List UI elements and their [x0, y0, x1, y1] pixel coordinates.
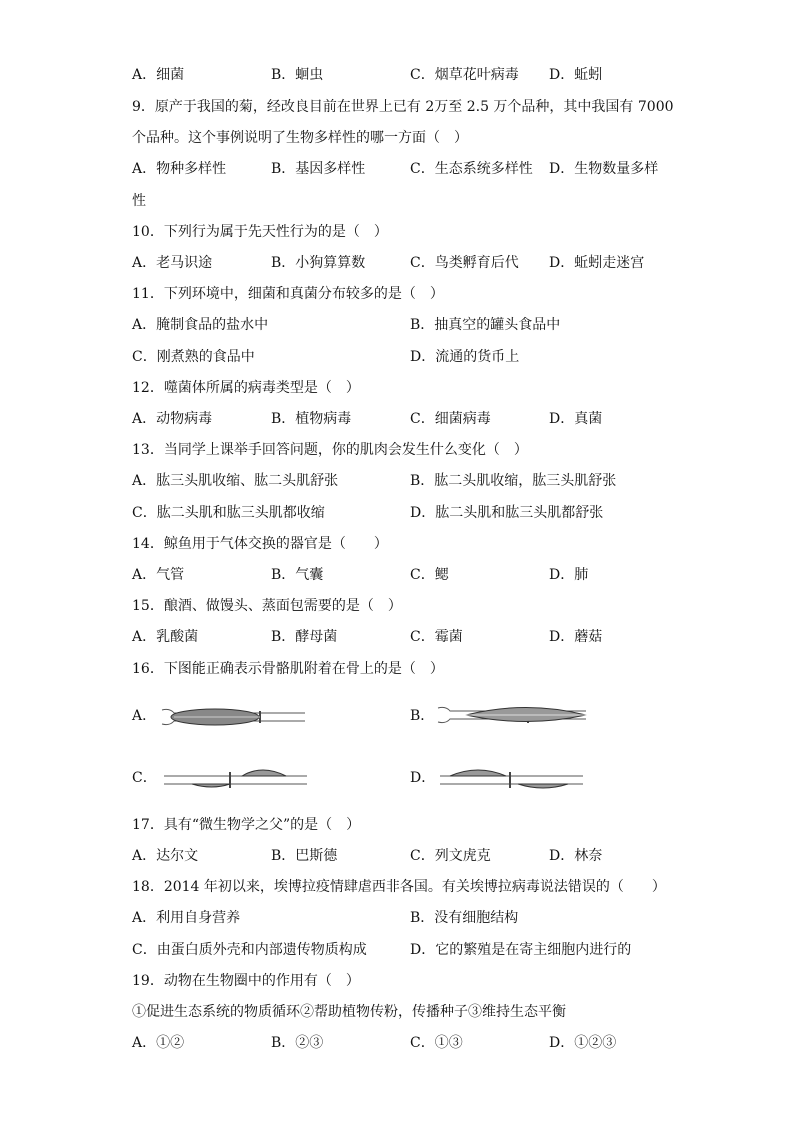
q9-option-a: A．物种多样性	[132, 161, 227, 177]
q16-label-b: B．	[410, 708, 435, 724]
q17-option-a: A．达尔文	[132, 848, 199, 864]
q18-option-c: C．由蛋白质外壳和内部遗传物质构成	[132, 942, 367, 958]
q13-option-d: D．肱二头肌和肱三头肌都舒张	[410, 505, 604, 521]
q12-stem: 12．噬菌体所属的病毒类型是（ ）	[132, 380, 360, 396]
q18-option-a: A．利用自身营养	[132, 910, 241, 926]
q19-option-a: A．①②	[132, 1035, 185, 1051]
q13-option-a: A．肱三头肌收缩、肱二头肌舒张	[132, 473, 339, 489]
q15-option-b: B．酵母菌	[271, 629, 338, 645]
q15-stem: 15．酿酒、做馒头、蒸面包需要的是（ ）	[132, 598, 402, 614]
q14-option-c: C．鳃	[410, 567, 449, 583]
q13-stem: 13．当同学上课举手回答问题，你的肌肉会发生什么变化（ ）	[132, 442, 528, 458]
q19-option-d: D．①②③	[549, 1035, 617, 1051]
q17-stem: 17．具有“微生物学之父”的是（ ）	[132, 817, 361, 833]
q8-option-c: C．烟草花叶病毒	[410, 67, 519, 83]
q9-stem-line1: 9．原产于我国的菊，经改良目前在世界上已有 2万至 2.5 万个品种，其中我国有 7000	[132, 99, 674, 115]
q19-option-b: B．②③	[271, 1035, 324, 1051]
q19-option-c: C．①③	[410, 1035, 463, 1051]
q10-option-d: D．蚯蚓走迷宫	[549, 255, 645, 271]
q15-option-a: A．乳酸菌	[132, 629, 199, 645]
q8-option-d: D．蚯蚓	[549, 67, 603, 83]
q12-option-b: B．植物病毒	[271, 411, 352, 427]
q10-option-c: C．鸟类孵育后代	[410, 255, 519, 271]
muscle-diagram-a	[160, 700, 310, 734]
q14-option-a: A．气管	[132, 567, 185, 583]
q19-stem: 19．动物在生物圈中的作用有（ ）	[132, 973, 360, 989]
q13-option-b: B．肱二头肌收缩，肱三头肌舒张	[410, 473, 617, 489]
q11-option-c: C．刚煮熟的食品中	[132, 349, 255, 365]
q8-option-a: A．细菌	[132, 67, 185, 83]
q8-option-b: B．蛔虫	[271, 67, 324, 83]
q14-option-d: D．肺	[549, 567, 589, 583]
q10-stem: 10．下列行为属于先天性行为的是（ ）	[132, 224, 388, 240]
q15-option-c: C．霉菌	[410, 629, 463, 645]
q17-option-b: B．巴斯德	[271, 848, 338, 864]
q11-option-b: B．抽真空的罐头食品中	[410, 317, 561, 333]
q11-option-d: D．流通的货币上	[410, 349, 520, 365]
q9-stem-line2: 个品种。这个事例说明了生物多样性的哪一方面（ ）	[132, 130, 468, 146]
q9-option-c: C．生态系统多样性	[410, 161, 533, 177]
q18-option-b: B．没有细胞结构	[410, 910, 519, 926]
q19-statement: ①促进生态系统的物质循环②帮助植物传粉，传播种子③维持生态平衡	[132, 1004, 566, 1020]
q17-option-c: C．列文虎克	[410, 848, 491, 864]
q18-stem: 18．2014 年初以来，埃博拉疫情肆虐西非各国。有关埃博拉病毒说法错误的（ ）	[132, 879, 666, 895]
q9-option-wrap: 性	[132, 193, 146, 209]
q18-option-d: D．它的繁殖是在寄主细胞内进行的	[410, 942, 632, 958]
muscle-diagram-c	[162, 758, 312, 792]
q16-stem: 16．下图能正确表示骨骼肌附着在骨上的是（ ）	[132, 661, 444, 677]
q14-option-b: B．气囊	[271, 567, 324, 583]
q12-option-a: A．动物病毒	[132, 411, 213, 427]
q16-label-c: C．	[132, 770, 157, 786]
q9-option-b: B．基因多样性	[271, 161, 366, 177]
q15-option-d: D．蘑菇	[549, 629, 603, 645]
q9-option-d: D．生物数量多样	[549, 161, 659, 177]
q16-label-a: A．	[132, 708, 157, 724]
q13-option-c: C．肱二头肌和肱三头肌都收缩	[132, 505, 325, 521]
q10-option-b: B．小狗算算数	[271, 255, 366, 271]
q16-label-d: D．	[410, 770, 436, 786]
q14-stem: 14．鲸鱼用于气体交换的器官是（ ）	[132, 536, 388, 552]
muscle-diagram-d	[438, 760, 588, 792]
muscle-diagram-b	[436, 698, 591, 734]
q17-option-d: D．林奈	[549, 848, 603, 864]
q11-stem: 11．下列环境中，细菌和真菌分布较多的是（ ）	[132, 286, 444, 302]
q12-option-c: C．细菌病毒	[410, 411, 491, 427]
q10-option-a: A．老马识途	[132, 255, 213, 271]
q12-option-d: D．真菌	[549, 411, 603, 427]
q11-option-a: A．腌制食品的盐水中	[132, 317, 269, 333]
